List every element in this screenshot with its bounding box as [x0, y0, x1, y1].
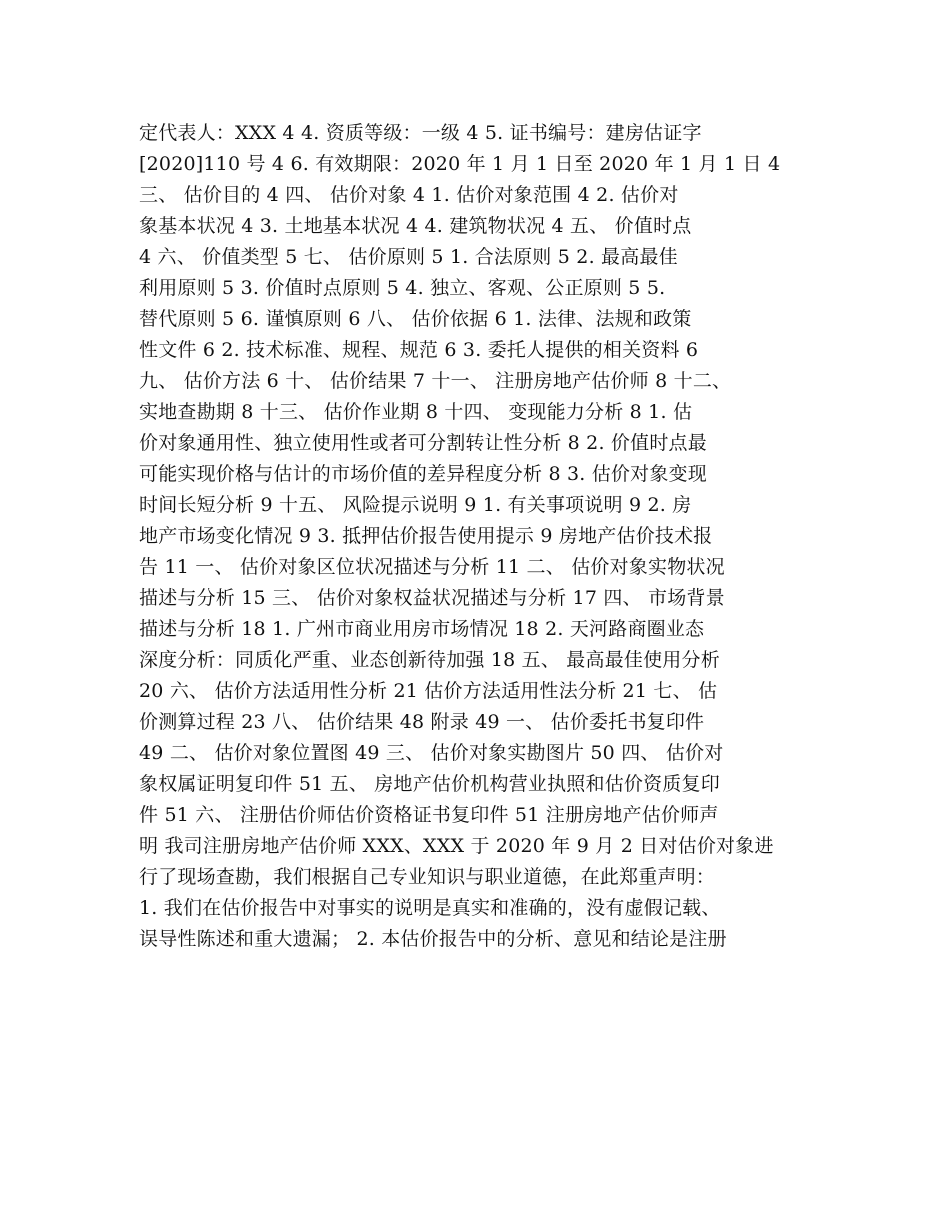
text-line-7: 替代原则 5 6. 谨慎原则 6 八、 估价依据 6 1. 法律、法规和政策	[139, 308, 692, 330]
text-line-5: 4 六、 价值类型 5 七、 估价原则 5 1. 合法原则 5 2. 最高最佳	[139, 246, 678, 268]
document-body-text	[139, 118, 839, 955]
text-line-15: 告 11 一、 估价对象区位状况描述与分析 11 二、 估价对象实物状况	[139, 556, 725, 578]
text-line-26: 1. 我们在估价报告中对事实的说明是真实和准确的，没有虚假记载、	[139, 897, 721, 919]
text-line-12: 可能实现价格与估计的市场价值的差异程度分析 8 3. 估价对象变现	[139, 463, 707, 485]
text-line-3: 三、 估价目的 4 四、 估价对象 4 1. 估价对象范围 4 2. 估价对	[139, 184, 679, 206]
text-line-24: 明 我司注册房地产估价师 XXX、XXX 于 2020 年 9 月 2 日对估价对象进	[139, 835, 774, 857]
text-line-8: 性文件 6 2. 技术标准、规程、规范 6 3. 委托人提供的相关资料 6	[139, 339, 699, 361]
text-line-20: 价测算过程 23 八、 估价结果 48 附录 49 一、 估价委托书复印件	[139, 711, 705, 733]
text-line-17: 描述与分析 18 1. 广州市商业用房市场情况 18 2. 天河路商圈业态	[139, 618, 705, 640]
text-line-9: 九、 估价方法 6 十、 估价结果 7 十一、 注册房地产估价师 8 十二、	[139, 370, 732, 392]
text-line-16: 描述与分析 15 三、 估价对象权益状况描述与分析 17 四、 市场背景	[139, 587, 725, 609]
text-line-21: 49 二、 估价对象位置图 49 三、 估价对象实勘图片 50 四、 估价对	[139, 742, 724, 764]
text-line-10: 实地查勘期 8 十三、 估价作业期 8 十四、 变现能力分析 8 1. 估	[139, 401, 693, 423]
text-line-14: 地产市场变化情况 9 3. 抵押估价报告使用提示 9 房地产估价技术报	[139, 525, 713, 547]
text-line-1: 定代表人：XXX 4 4. 资质等级：一级 4 5. 证书编号：建房估证字	[139, 122, 702, 144]
text-line-4: 象基本状况 4 3. 土地基本状况 4 4. 建筑物状况 4 五、 价值时点	[139, 215, 692, 237]
text-line-13: 时间长短分析 9 十五、 风险提示说明 9 1. 有关事项说明 9 2. 房	[139, 494, 692, 516]
text-line-25: 行了现场查勘，我们根据自己专业知识与职业道德，在此郑重声明：	[139, 866, 716, 888]
text-line-19: 20 六、 估价方法适用性分析 21 估价方法适用性法分析 21 七、 估	[139, 680, 718, 702]
text-line-18: 深度分析：同质化严重、业态创新待加强 18 五、 最高最佳使用分析	[139, 649, 720, 671]
text-line-27: 误导性陈述和重大遗漏； 2. 本估价报告中的分析、意见和结论是注册	[139, 928, 727, 950]
text-line-23: 件 51 六、 注册估价师估价资格证书复印件 51 注册房地产估价师声	[139, 804, 719, 826]
text-line-22: 象权属证明复印件 51 五、 房地产估价机构营业执照和估价资质复印	[139, 773, 720, 795]
text-line-2: [2020]110 号 4 6. 有效期限：2020 年 1 月 1 日至 2020 年 1 月 1 日 4	[139, 153, 781, 175]
text-line-11: 价对象通用性、独立使用性或者可分割转让性分析 8 2. 价值时点最	[139, 432, 707, 454]
text-line-6: 利用原则 5 3. 价值时点原则 5 4. 独立、客观、公正原则 5 5.	[139, 277, 666, 299]
